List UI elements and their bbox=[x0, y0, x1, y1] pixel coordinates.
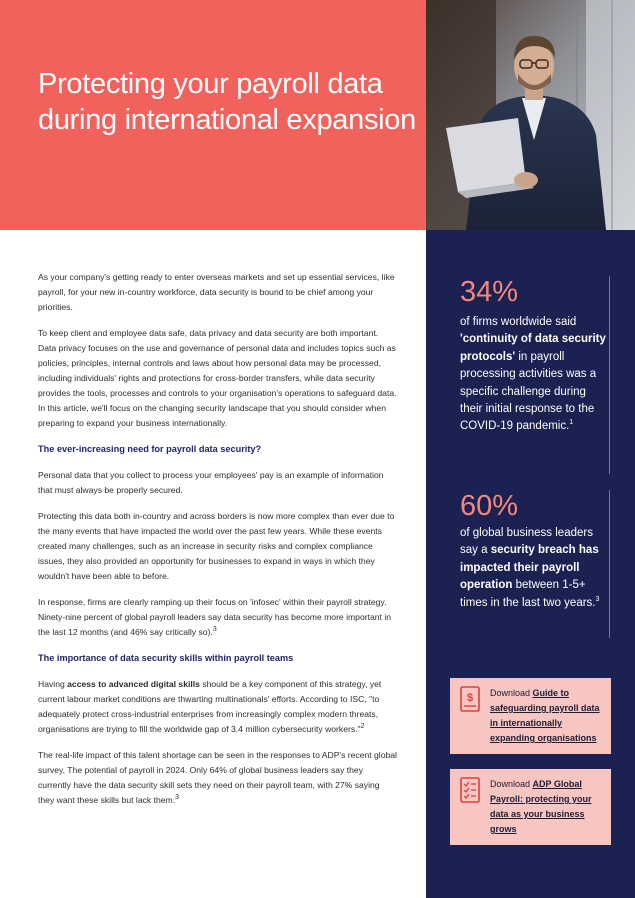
stat-2-number: 60% bbox=[460, 490, 519, 522]
checklist-document-icon bbox=[460, 777, 480, 803]
divider-line bbox=[609, 276, 610, 474]
dollar-document-icon bbox=[460, 686, 480, 712]
stat-1-text: of firms worldwide said 'continuity of data security protocols' in payroll processing activities was a specific challenge during their initial response to the COVID-19 pandemic.$^1$ bbox=[460, 316, 606, 433]
stat-2-text: of global business leaders say a security breach has impacted their payroll operation between 1-5+ times in the last two years.$^3$ bbox=[460, 527, 600, 609]
download-card-adp[interactable] bbox=[450, 769, 611, 845]
section-heading-need: The ever-increasing need for payroll data security? bbox=[38, 444, 262, 454]
stat-1-number: 34% bbox=[460, 276, 519, 308]
paragraph-survey: The real-life impact of this talent shortage can be seen in the responses to ADP's recent global survey, The potential of payroll in 2024. Only 64% of global business leaders say they currently have the data security skill sets they need on their payroll team, with 27% saying they want these skills but lack them.$^3$ bbox=[38, 750, 397, 805]
download-link-guide[interactable]: Download Guide to safeguarding payroll data in internationally expanding organisations bbox=[490, 688, 600, 743]
businessman-laptop-image bbox=[426, 0, 635, 230]
hero-banner bbox=[0, 0, 426, 230]
paragraph-skills: Having access to advanced digital skills should be a key component of this strategy, yet current labour market conditions are thwarting multinationals' efforts. According to ISC, "to adequately protect cross-industrial enterprises from increasingly complex modern threats, organisations are trying to fill the worldwide gap of 3.4 million cybersecurity workers."$^2$ bbox=[38, 679, 382, 734]
download-link-adp[interactable]: Download ADP Global Payroll: protecting your data as your business grows bbox=[490, 779, 592, 834]
paragraph-infosec: In response, firms are clearly ramping up their focus on 'infosec' within their payroll strategy. Ninety-nine percent of global payroll leaders say data security has become more important in the last 12 months (and 46% say critically so).$^3$ bbox=[38, 597, 392, 637]
paragraph-complexity: Protecting this data both in-country and across borders is now more complex than ever due to the many events that have impacted the world over the past few years. While these events created many challenges, such as an increase in security risks and complex compliance issues, they also provided an opportunity for businesses to expand in ways in which they wouldn't have been able to before. bbox=[38, 511, 395, 581]
paragraph-privacy: To keep client and employee data safe, data privacy and data security are both important. Data privacy focuses on the use and governance of personal data and includes topics such as policies, principles, internal controls and laws about how personal data may be processed, including individuals' rights and protections for cross-border transfers, while data security provides the tools, processes and controls to your organisation's operations to safeguard data. In this article, we'll focus on the changing security landscape that you should consider when preparing to expand your business internationally. bbox=[38, 328, 397, 428]
paragraph-intro: As your company's getting ready to enter overseas markets and set up essential services, like payroll, for your new in-country workforce, data security is bound to be chief among your priorities. bbox=[38, 272, 395, 312]
divider-line bbox=[609, 490, 610, 638]
page-title: Protecting your payroll data during international expansion bbox=[38, 68, 416, 136]
paragraph-personal-data: Personal data that you collect to process your employees' pay is an example of information that must always be properly secured. bbox=[38, 470, 384, 495]
download-card-guide[interactable] bbox=[450, 678, 611, 754]
hero-photo bbox=[426, 0, 635, 230]
svg-text:$: $ bbox=[466, 692, 474, 704]
section-heading-skills: The importance of data security skills within payroll teams bbox=[38, 653, 294, 663]
article-body bbox=[38, 270, 398, 819]
